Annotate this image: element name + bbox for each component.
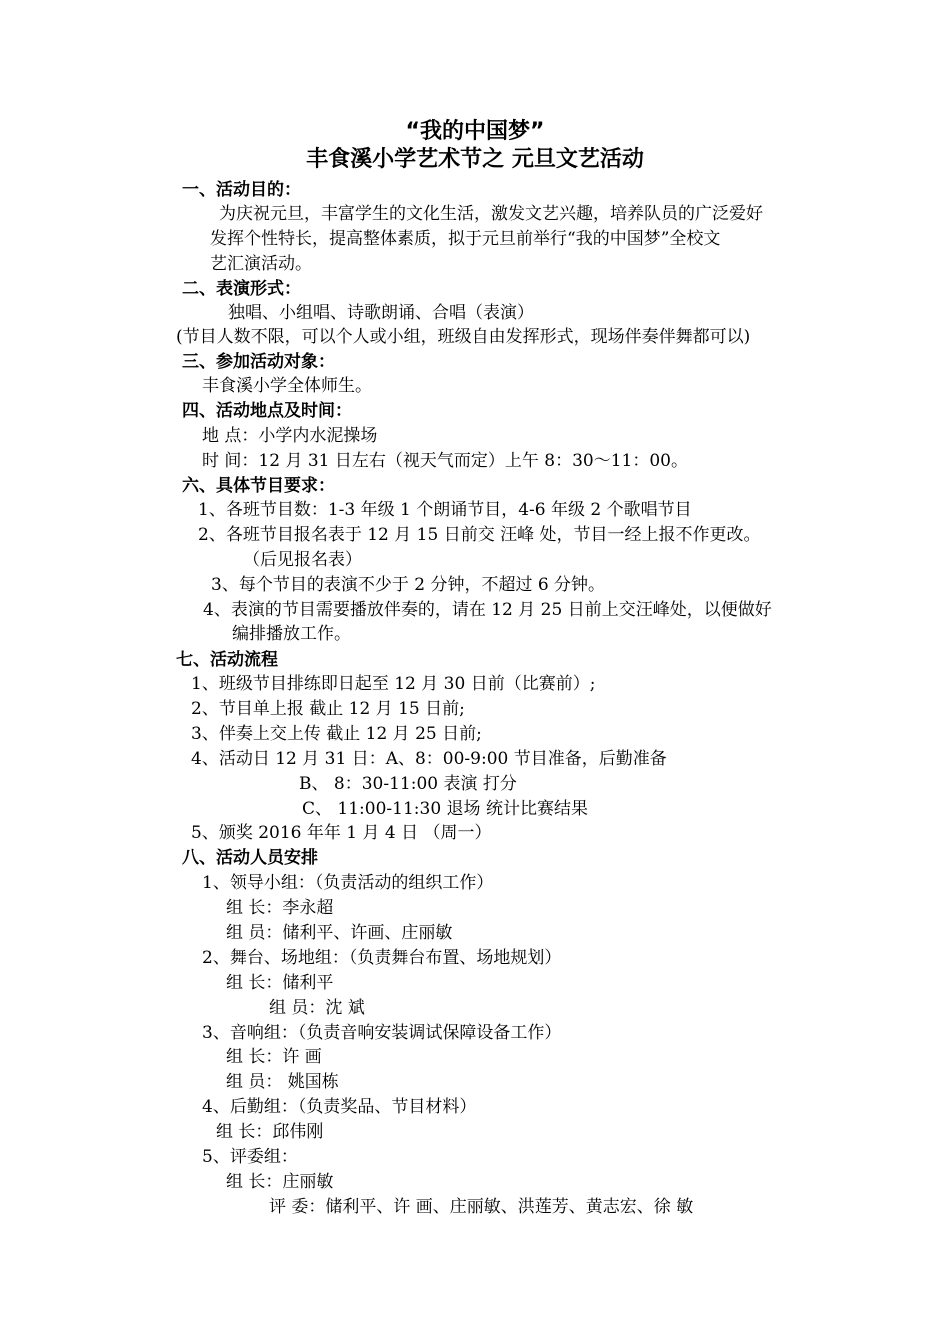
list-item: 组 长：储利平 — [226, 973, 334, 993]
list-item: 2、节目单上报 截止 12 月 15 日前; — [191, 699, 465, 719]
section-heading-staff: 八、活动人员安排 — [182, 848, 318, 868]
doc-title-line1: “我的中国梦” — [405, 119, 545, 144]
list-item: 2、各班节目报名表于 12 月 15 日前交 汪峰 处，节目一经上报不作更改。 — [198, 525, 761, 545]
list-item: 组 员： 姚国栋 — [226, 1072, 339, 1092]
section-heading-participants: 三、参加活动对象： — [182, 352, 335, 372]
list-item: 1、班级节目排练即日起至 12 月 30 日前（比赛前）; — [191, 674, 596, 694]
paragraph-line: 为庆祝元旦，丰富学生的文化生活，激发文艺兴趣，培养队员的广泛爱好 — [219, 204, 763, 224]
list-item: （后见报名表） — [243, 550, 362, 570]
list-item: 3、伴奏上交上传 截止 12 月 25 日前; — [191, 724, 482, 744]
list-item: 1、各班节目数：1-3 年级 1 个朗诵节目，4-6 年级 2 个歌唱节目 — [198, 500, 692, 520]
section-heading-format: 二、表演形式： — [182, 279, 301, 299]
section-heading-place-time: 四、活动地点及时间： — [182, 401, 352, 421]
list-item: 组 长：邱伟刚 — [216, 1122, 324, 1142]
list-item: 组 长：李永超 — [226, 898, 334, 918]
section-heading-requirements: 六、具体节目要求： — [182, 476, 335, 496]
paragraph-line: 艺汇演活动。 — [210, 254, 312, 274]
list-item: 4、表演的节目需要播放伴奏的，请在 12 月 25 日前上交汪峰处，以便做好 — [203, 600, 772, 620]
list-item: 5、评委组： — [202, 1147, 298, 1167]
list-item: 5、颁奖 2016 年年 1 月 4 日 （周一） — [191, 823, 492, 843]
paragraph-line: (节目人数不限，可以个人或小组，班级自由发挥形式，现场伴奏伴舞都可以) — [176, 327, 751, 347]
list-item: 组 长：庄丽敏 — [226, 1172, 334, 1192]
list-item: 1、领导小组：（负责活动的组织工作） — [202, 873, 494, 893]
list-item: 评 委：储利平、许 画、庄丽敏、洪莲芳、黄志宏、徐 敏 — [269, 1197, 694, 1217]
doc-title-line2: 丰食溪小学艺术节之 元旦文艺活动 — [306, 147, 644, 172]
paragraph-line: 发挥个性特长，提高整体素质，拟于元旦前举行“我的中国梦”全校文 — [210, 229, 721, 249]
list-item: 组 员：沈 斌 — [269, 998, 365, 1018]
paragraph-line: 独唱、小组唱、诗歌朗诵、合唱（表演） — [228, 303, 534, 323]
list-item: B、 8：30-11:00 表演 打分 — [299, 774, 517, 794]
list-item: 3、每个节目的表演不少于 2 分钟，不超过 6 分钟。 — [211, 575, 606, 595]
list-item: 组 长：许 画 — [226, 1047, 322, 1067]
section-heading-process: 七、活动流程 — [176, 650, 278, 670]
list-item: 2、舞台、场地组：（负责舞台布置、场地规划） — [202, 948, 562, 968]
paragraph-line: 时 间：12 月 31 日左右（视天气而定）上午 8：30～11：00。 — [202, 451, 688, 471]
list-item: 3、音响组：（负责音响安装调试保障设备工作） — [202, 1023, 562, 1043]
list-item: 4、后勤组：（负责奖品、节目材料） — [202, 1097, 477, 1117]
section-heading-purpose: 一、活动目的： — [182, 180, 301, 200]
list-item: 编排播放工作。 — [232, 624, 351, 644]
paragraph-line: 地 点：小学内水泥操场 — [202, 426, 378, 446]
list-item: C、 11:00-11:30 退场 统计比赛结果 — [302, 799, 588, 819]
paragraph-line: 丰食溪小学全体师生。 — [202, 376, 372, 396]
list-item: 4、活动日 12 月 31 日：A、8：00-9:00 节目准备，后勤准备 — [191, 749, 667, 769]
list-item: 组 员：储利平、许画、庄丽敏 — [226, 923, 453, 943]
